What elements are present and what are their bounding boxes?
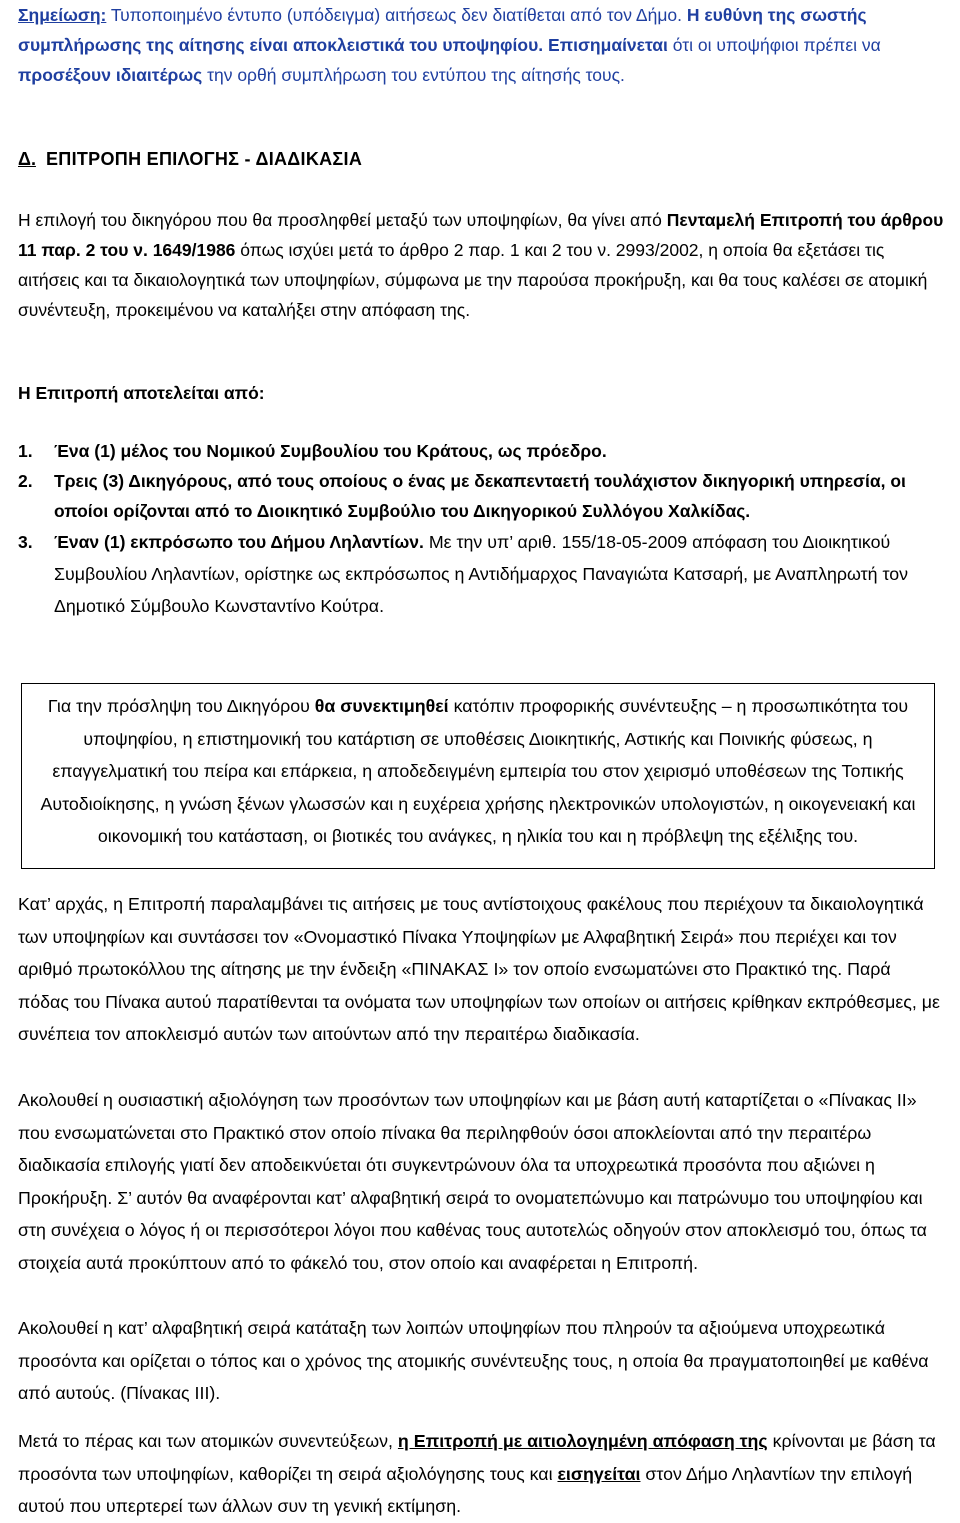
final-bold-1: η Επιτροπή με αιτιολογημένη απόφαση της xyxy=(397,1431,768,1451)
list-item-text xyxy=(54,466,944,526)
list-item-text xyxy=(54,526,944,622)
note-text-3: την ορθή συμπλήρωση του εντύπου της αίτησής τους. xyxy=(202,65,625,85)
list-item-text xyxy=(54,436,944,466)
section-title: ΕΠΙΤΡΟΠΗ ΕΠΙΛΟΓΗΣ - ΔΙΑΔΙΚΑΣΙΑ xyxy=(45,149,363,169)
composition-list xyxy=(18,436,944,622)
paragraph-initial-list: Κατ’ αρχάς, η Επιτροπή παραλαμβάνει τις αιτήσεις με τους αντίστοιχους φακέλους που περιέχουν τα δικαιολογητικά των υποψηφίων και συντάσσει τον «Ονομαστικό Πίνακα Υποψηφίων με Αλφαβητική Σειρά» που περιέχει και τον αριθμό πρωτοκόλλου της αίτησης με την ένδειξη «ΠΙΝΑΚΑΣ Ι» τον οποίο ενσωματώνει στο Πρακτικό της. Παρά πόδας του Πίνακα αυτού παρατίθενται τα ονόματα των υποψηφίων των οποίων οι αιτήσεις κρίθηκαν εκπρόθεσμες, με συνέπεια τον αποκλεισμό αυτών των αιτούντων από την περαιτέρω διαδικασία. xyxy=(18,894,940,1044)
procedure-text-2: όπως ισχύει μετά το άρθρο 2 παρ. 1 και 2 του ν. 2993/2002, η οποία θα εξετάσει τις αιτήσεις και τα δικαιολογητικά των υποψηφίων, σύμφωνα με την παρούσα προκήρυξη, και θα τους καλέσει σε ατομική συνέντευξη, προκειμένου να καταλήξει στην απόφαση της. xyxy=(18,240,928,320)
note-text-1: Τυποποιημένο έντυπο (υπόδειγμα) αιτήσεως δεν διατίθεται από τον Δήμο. xyxy=(106,5,687,25)
box-text-2: κατόπιν προφορικής συνέντευξης – η προσωπικότητα του υποψηφίου, η επιστημονική του κατάρτιση σε υποθέσεις Διοικητικής, Αστικής και Ποινικής φύσεως, η επαγγελματική του πείρα και επάρκεια, η αποδεδειγμένη εμπειρία του στον χειρισμό υποθέσεων της Τοπικής Αυτοδιοίκησης, η γνώση ξένων γλωσσών και η ευχέρεια χρήσης ηλεκτρονικών υπολογιστών, η οικογενειακή και οικονομική του κατάσταση, οι βιοτικές του ανάγκες, η ηλικία του και η πρόβλεψη της εξέλιξης του. xyxy=(40,696,916,846)
list-item-number: 2. xyxy=(18,471,33,491)
final-text-3: στον Δήμο Ληλαντίων την επιλογή αυτού που υπερτερεί των άλλων συν τη γενική εκτίμηση. xyxy=(18,1463,913,1516)
procedure-text-1: Η επιλογή του δικηγόρου που θα προσληφθεί μεταξύ των υποψηφίων, θα γίνει από xyxy=(18,210,667,230)
paragraph-evaluation: Ακολουθεί η ουσιαστική αξιολόγηση των προσόντων των υποψηφίων και με βάση αυτή καταρτίζεται ο «Πίνακας ΙΙ» που ενσωματώνεται στο Πρακτικό στον οποίο πίνακα θα περιληφθούν όσοι αποκλείονται από την περαιτέρω διαδικασία επιλογής γιατί δεν αποδεικνύεται ότι συγκεντρώνουν όλα τα υποχρεωτικά προσόντα που αξιώνει η Προκήρυξη. Σ’ αυτόν θα αναφέρονται κατ’ αλφαβητική σειρά το ονοματεπώνυμο και πατρώνυμο του υποψηφίου και στη συνέχεια ο λόγος ή οι περισσότεροι λόγοι που καθένας τους αυτοτελώς οδηγούν στον αποκλεισμό του, όπως τα στοιχεία αυτά προκύπτουν από το φάκελό του, στον οποίο και αναφέρεται η Επιτροπή. xyxy=(18,1090,927,1273)
list-item-bold: Έναν (1) εκπρόσωπο του Δήμου Ληλαντίων. xyxy=(54,532,424,552)
box-text-1: Για την πρόσληψη του Δικηγόρου xyxy=(47,696,315,716)
note-bold-1: Η ευθύνη της σωστής συμπλήρωσης της αίτησης είναι αποκλειστικά του υποψηφίου. Επισημαίνεται xyxy=(18,5,867,55)
list-item xyxy=(18,526,944,622)
section-letter: Δ. xyxy=(18,149,36,169)
section-heading xyxy=(18,144,362,174)
note-label: Σημείωση: xyxy=(18,5,107,25)
final-bold-2: εισηγείται xyxy=(557,1463,641,1484)
final-text-1: Μετά το πέρας και των ατομικών συνεντεύξεων, xyxy=(18,1431,398,1451)
note-text-2: ότι οι υποψήφιοι πρέπει να xyxy=(667,35,881,55)
list-item-number: 1. xyxy=(18,441,33,461)
procedure-bold-1: Πενταμελή Επιτροπή του άρθρου 11 παρ. 2 του ν. 1649/1986 xyxy=(18,210,944,260)
list-item xyxy=(18,466,944,526)
evaluation-criteria-box xyxy=(21,683,935,869)
box-bold-1: θα συνεκτιμηθεί xyxy=(314,696,449,716)
paragraph-interview-schedule: Ακολουθεί η κατ’ αλφαβητική σειρά κατάταξη των λοιπών υποψηφίων που πληρούν τα αξιούμενα υποχρεωτικά προσόντα και ορίζεται ο τόπος και ο χρόνος της ατομικής συνέντευξης τους, η οποία θα πραγματοποιηθεί με καθένα από αυτούς. (Πίνακας ΙΙΙ). xyxy=(18,1318,929,1403)
note-paragraph xyxy=(18,0,944,90)
composition-title: Η Επιτροπή αποτελείται από: xyxy=(18,383,265,403)
note-bold-2: προσέξουν ιδιαιτέρως xyxy=(18,65,203,85)
list-item-bold: Τρεις (3) Δικηγόρους, από τους οποίους ο ένας με δεκαπενταετή τουλάχιστον δικηγορική υπηρεσία, οι οποίοι ορίζονται από το Διοικητικό Συμβούλιο του Δικηγορικού Συλλόγου Χαλκίδας. xyxy=(54,471,906,521)
paragraph-final-decision xyxy=(18,1425,944,1523)
procedure-paragraph xyxy=(18,205,944,325)
list-item xyxy=(18,436,944,466)
list-item-bold: Ένα (1) μέλος του Νομικού Συμβουλίου του Κράτους, ως πρόεδρο. xyxy=(54,441,607,461)
list-item-plain: Με την υπ’ αριθ. 155/18-05-2009 απόφαση του Διοικητικού Συμβουλίου Ληλαντίων, ορίστηκε ως εκπρόσωπος η Αντιδήμαρχος Παναγιώτα Κατσαρή, με Αναπληρωτή τον Δημοτικό Σύμβουλο Κωνσταντίνο Κούτρα. xyxy=(54,532,909,616)
final-text-2: κρίνονται με βάση τα προσόντα των υποψηφίων, καθορίζει τη σειρά αξιολόγησης τους και xyxy=(18,1431,936,1484)
list-item-number: 3. xyxy=(18,532,33,552)
